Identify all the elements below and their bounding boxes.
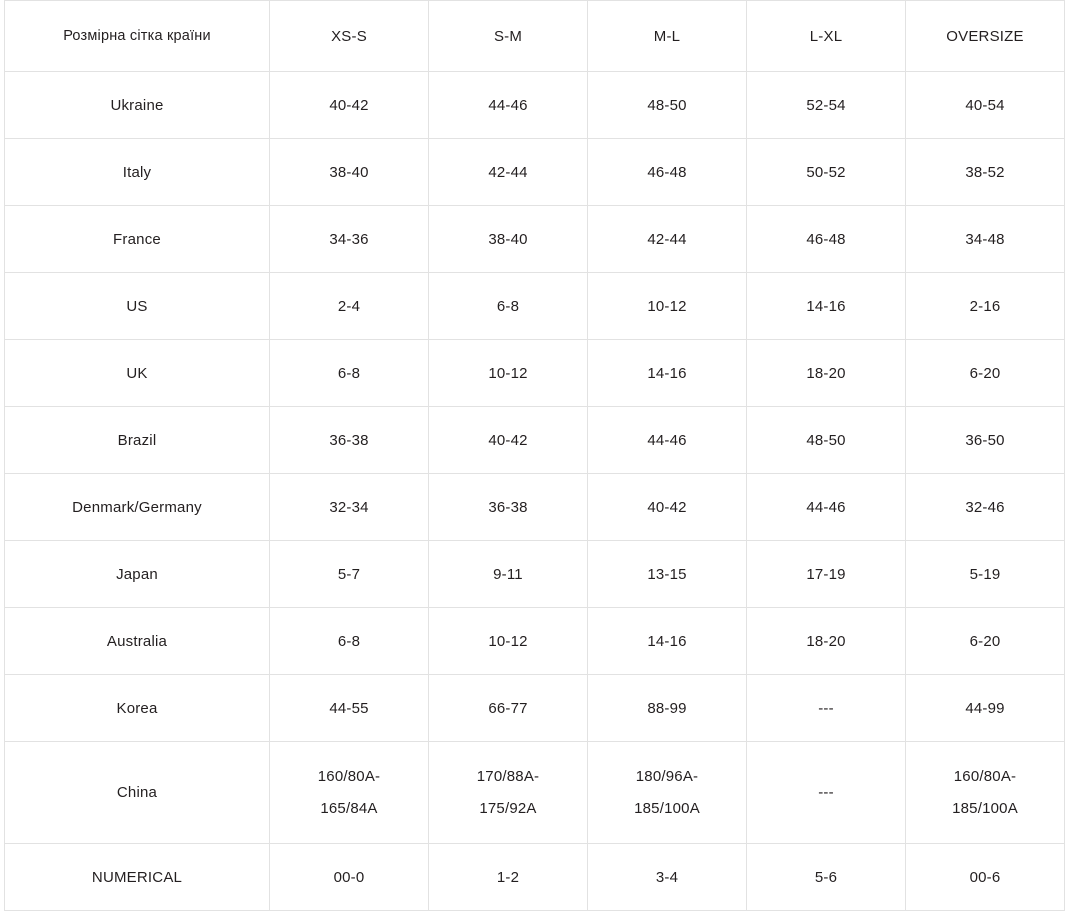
- table-cell: 6-8: [270, 340, 429, 407]
- table-cell: 36-38: [270, 407, 429, 474]
- table-cell: 40-42: [588, 474, 747, 541]
- table-cell: [270, 742, 429, 844]
- table-cell: 44-46: [588, 407, 747, 474]
- table-cell: 10-12: [429, 340, 588, 407]
- table-cell: 2-4: [270, 273, 429, 340]
- table-row: [5, 541, 1065, 608]
- table-cell: [429, 742, 588, 844]
- table-row: [5, 742, 1065, 844]
- table-cell: [906, 742, 1065, 844]
- row-header-country: UK: [5, 340, 270, 407]
- table-cell: 38-40: [429, 206, 588, 273]
- table-row: [5, 407, 1065, 474]
- table-cell: 32-46: [906, 474, 1065, 541]
- row-header-country: China: [5, 742, 270, 844]
- table-cell: 2-16: [906, 273, 1065, 340]
- table-cell-line: 185/100A: [952, 799, 1018, 817]
- table-cell: 34-48: [906, 206, 1065, 273]
- row-header-country: Japan: [5, 541, 270, 608]
- table-cell: 18-20: [747, 340, 906, 407]
- table-cell: 34-36: [270, 206, 429, 273]
- row-header-country: Italy: [5, 139, 270, 206]
- table-row: [5, 206, 1065, 273]
- table-cell: 52-54: [747, 72, 906, 139]
- table-row: [5, 273, 1065, 340]
- table-cell: 36-38: [429, 474, 588, 541]
- table-cell: 5-7: [270, 541, 429, 608]
- table-body: [5, 72, 1065, 911]
- table-cell: 46-48: [747, 206, 906, 273]
- table-cell: 46-48: [588, 139, 747, 206]
- table-cell: 38-52: [906, 139, 1065, 206]
- column-header-s-m: S-M: [429, 1, 588, 72]
- table-cell: 50-52: [747, 139, 906, 206]
- table-cell: 10-12: [429, 608, 588, 675]
- table-cell: [588, 742, 747, 844]
- row-header-country: Ukraine: [5, 72, 270, 139]
- table-cell: 6-8: [270, 608, 429, 675]
- table-cell: ---: [747, 675, 906, 742]
- table-cell: 44-55: [270, 675, 429, 742]
- table-cell: 17-19: [747, 541, 906, 608]
- column-header-country: Розмірна сітка країни: [5, 1, 270, 72]
- table-cell: 44-46: [747, 474, 906, 541]
- table-cell: 00-0: [270, 844, 429, 911]
- column-header-xs-s: XS-S: [270, 1, 429, 72]
- column-header-m-l: M-L: [588, 1, 747, 72]
- table-cell: 9-11: [429, 541, 588, 608]
- table-cell: 5-6: [747, 844, 906, 911]
- table-cell: 13-15: [588, 541, 747, 608]
- table-cell: 38-40: [270, 139, 429, 206]
- table-cell: 10-12: [588, 273, 747, 340]
- table-cell: 40-42: [270, 72, 429, 139]
- table-cell-line: 160/80A-: [953, 767, 1017, 785]
- table-header-row: [5, 1, 1065, 72]
- column-header-oversize: OVERSIZE: [906, 1, 1065, 72]
- table-cell: 66-77: [429, 675, 588, 742]
- table-cell: 6-20: [906, 608, 1065, 675]
- column-header-l-xl: L-XL: [747, 1, 906, 72]
- table-cell: 36-50: [906, 407, 1065, 474]
- row-header-country: US: [5, 273, 270, 340]
- table-cell: ---: [747, 742, 906, 844]
- table-cell-line: 165/84A: [320, 799, 378, 817]
- table-cell: 5-19: [906, 541, 1065, 608]
- table-cell: 18-20: [747, 608, 906, 675]
- table-cell: 44-99: [906, 675, 1065, 742]
- row-header-country: Denmark/Germany: [5, 474, 270, 541]
- table-cell: 40-42: [429, 407, 588, 474]
- table-cell: 40-54: [906, 72, 1065, 139]
- table-cell-line: 185/100A: [634, 799, 700, 817]
- table-cell: 6-8: [429, 273, 588, 340]
- table-cell-line: 170/88A-: [476, 767, 540, 785]
- table-cell: 42-44: [429, 139, 588, 206]
- table-cell: 6-20: [906, 340, 1065, 407]
- row-header-country: France: [5, 206, 270, 273]
- row-header-country: Korea: [5, 675, 270, 742]
- row-header-country: Brazil: [5, 407, 270, 474]
- row-header-country: Australia: [5, 608, 270, 675]
- table-cell-line: 180/96A-: [635, 767, 699, 785]
- table-cell-line: 160/80A-: [317, 767, 381, 785]
- table-cell: 32-34: [270, 474, 429, 541]
- table-row: [5, 844, 1065, 911]
- table-cell-line: 175/92A: [479, 799, 537, 817]
- size-chart-table: [4, 0, 1065, 911]
- table-row: [5, 340, 1065, 407]
- table-cell: 1-2: [429, 844, 588, 911]
- row-header-country: NUMERICAL: [5, 844, 270, 911]
- table-cell: 42-44: [588, 206, 747, 273]
- table-header: [5, 1, 1065, 72]
- table-row: [5, 474, 1065, 541]
- table-cell: 88-99: [588, 675, 747, 742]
- table-cell: 14-16: [588, 608, 747, 675]
- table-cell: 00-6: [906, 844, 1065, 911]
- table-cell: 14-16: [588, 340, 747, 407]
- table-cell: 14-16: [747, 273, 906, 340]
- table-row: [5, 139, 1065, 206]
- table-row: [5, 608, 1065, 675]
- table-cell: 3-4: [588, 844, 747, 911]
- table-cell: 48-50: [747, 407, 906, 474]
- table-row: [5, 675, 1065, 742]
- table-cell: 44-46: [429, 72, 588, 139]
- table-row: [5, 72, 1065, 139]
- table-cell: 48-50: [588, 72, 747, 139]
